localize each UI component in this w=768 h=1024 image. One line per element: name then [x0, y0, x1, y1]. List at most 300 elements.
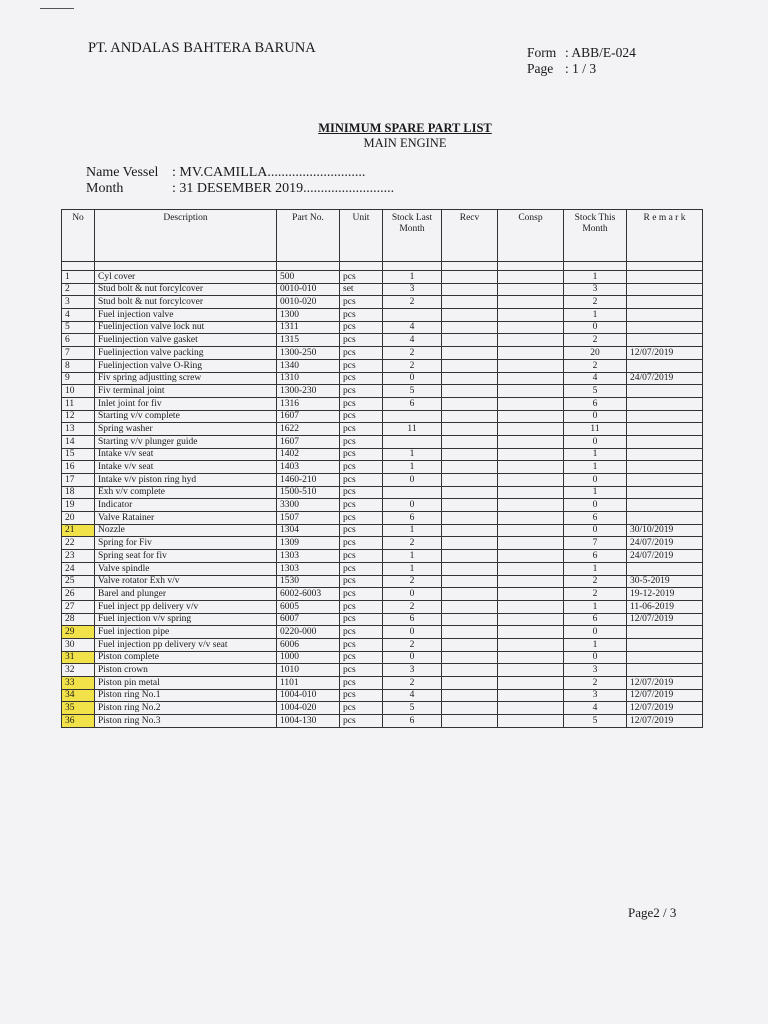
cell-no: 19 — [62, 499, 95, 512]
cell-part-no: 1300-250 — [277, 347, 340, 360]
cell-remark — [627, 638, 703, 651]
cell-description: Fuelinjection valve packing — [95, 347, 277, 360]
cell-remark — [627, 271, 703, 284]
cell-part-no: 1311 — [277, 321, 340, 334]
cell-unit: pcs — [340, 588, 383, 601]
cell-remark: 12/07/2019 — [627, 702, 703, 715]
cell-unit: pcs — [340, 575, 383, 588]
cell-part-no: 1310 — [277, 372, 340, 385]
cell-no: 31 — [62, 651, 95, 664]
cell-consp — [498, 474, 564, 487]
cell-description: Stud bolt & nut forcylcover — [95, 296, 277, 309]
cell-description: Spring seat for fiv — [95, 550, 277, 563]
table-row — [62, 461, 703, 474]
cell-consp — [498, 499, 564, 512]
cell-stock-this: 1 — [564, 486, 627, 499]
cell-stock-last: 0 — [383, 372, 442, 385]
cell-unit: pcs — [340, 600, 383, 613]
cell-consp — [498, 486, 564, 499]
cell-no: 14 — [62, 435, 95, 448]
cell-recv — [442, 512, 498, 525]
table-row — [62, 600, 703, 613]
table-row — [62, 562, 703, 575]
spare-part-table — [61, 209, 703, 728]
cell-description: Inlet joint for fiv — [95, 397, 277, 410]
cell-stock-this: 2 — [564, 575, 627, 588]
cell-remark — [627, 385, 703, 398]
cell-stock-last — [383, 309, 442, 322]
cell-stock-last: 3 — [383, 283, 442, 296]
cell-consp — [498, 296, 564, 309]
form-info — [527, 45, 636, 77]
cell-stock-this: 6 — [564, 613, 627, 626]
cell-remark: 12/07/2019 — [627, 715, 703, 728]
cell-stock-last: 2 — [383, 537, 442, 550]
cell-recv — [442, 385, 498, 398]
table-row — [62, 537, 703, 550]
cell-remark — [627, 283, 703, 296]
cell-remark: 24/07/2019 — [627, 372, 703, 385]
cell-unit: pcs — [340, 562, 383, 575]
page-label: Page — [527, 61, 554, 76]
page-row — [527, 61, 636, 77]
table-row — [62, 499, 703, 512]
col-recv: Recv — [442, 210, 498, 262]
cell-recv — [442, 575, 498, 588]
cell-description: Spring for Fiv — [95, 537, 277, 550]
cell-description: Barel and plunger — [95, 588, 277, 601]
cell-remark — [627, 461, 703, 474]
cell-stock-last: 3 — [383, 664, 442, 677]
cell-stock-last: 1 — [383, 562, 442, 575]
cell-recv — [442, 626, 498, 639]
cell-no: 24 — [62, 562, 95, 575]
cell-consp — [498, 359, 564, 372]
cell-no: 25 — [62, 575, 95, 588]
cell-unit: pcs — [340, 499, 383, 512]
cell-recv — [442, 537, 498, 550]
cell-recv — [442, 347, 498, 360]
table-row — [62, 715, 703, 728]
table-row — [62, 271, 703, 284]
table-row — [62, 524, 703, 537]
cell-recv — [442, 435, 498, 448]
cell-stock-this: 0 — [564, 435, 627, 448]
cell-stock-this: 1 — [564, 562, 627, 575]
cell-no: 29 — [62, 626, 95, 639]
cell-part-no: 1300 — [277, 309, 340, 322]
table-row — [62, 334, 703, 347]
cell-consp — [498, 321, 564, 334]
cell-consp — [498, 537, 564, 550]
cell-part-no: 1607 — [277, 410, 340, 423]
cell-no: 34 — [62, 689, 95, 702]
table-row — [62, 702, 703, 715]
cell-part-no: 1500-510 — [277, 486, 340, 499]
col-part-no: Part No. — [277, 210, 340, 262]
cell-recv — [442, 271, 498, 284]
cell-stock-this: 0 — [564, 474, 627, 487]
cell-unit: pcs — [340, 626, 383, 639]
cell-description: Stud bolt & nut forcylcover — [95, 283, 277, 296]
cell-description: Intake v/v piston ring hyd — [95, 474, 277, 487]
cell-stock-this: 2 — [564, 296, 627, 309]
cell-stock-this: 11 — [564, 423, 627, 436]
cell-remark — [627, 499, 703, 512]
cell-stock-this: 1 — [564, 600, 627, 613]
cell-consp — [498, 397, 564, 410]
form-value: : ABB/E-024 — [565, 45, 636, 60]
cell-unit: pcs — [340, 537, 383, 550]
cell-stock-this: 2 — [564, 677, 627, 690]
cell-part-no: 6006 — [277, 638, 340, 651]
cell-unit: pcs — [340, 321, 383, 334]
cell-description: Valve rotator Exh v/v — [95, 575, 277, 588]
cell-recv — [442, 410, 498, 423]
cell-consp — [498, 423, 564, 436]
cell-stock-last: 2 — [383, 296, 442, 309]
cell-unit: pcs — [340, 448, 383, 461]
cell-no: 32 — [62, 664, 95, 677]
cell-stock-last: 11 — [383, 423, 442, 436]
cell-consp — [498, 512, 564, 525]
table-row — [62, 626, 703, 639]
cell-description: Fuel injection v/v spring — [95, 613, 277, 626]
cell-recv — [442, 664, 498, 677]
cell-consp — [498, 651, 564, 664]
cell-unit: pcs — [340, 359, 383, 372]
cell-recv — [442, 524, 498, 537]
cell-description: Fuel inject pp delivery v/v — [95, 600, 277, 613]
cell-part-no: 1607 — [277, 435, 340, 448]
cell-unit: pcs — [340, 334, 383, 347]
cell-stock-last: 2 — [383, 677, 442, 690]
cell-description: Starting v/v complete — [95, 410, 277, 423]
cell-consp — [498, 410, 564, 423]
cell-recv — [442, 372, 498, 385]
cell-description: Exh v/v complete — [95, 486, 277, 499]
cell-stock-this: 1 — [564, 461, 627, 474]
cell-unit: pcs — [340, 702, 383, 715]
cell-part-no: 1004-130 — [277, 715, 340, 728]
table-row — [62, 372, 703, 385]
cell-part-no: 6002-6003 — [277, 588, 340, 601]
cell-remark: 12/07/2019 — [627, 689, 703, 702]
cell-no: 28 — [62, 613, 95, 626]
blank-row — [62, 262, 703, 271]
cell-unit: pcs — [340, 271, 383, 284]
cell-remark — [627, 651, 703, 664]
cell-stock-this: 3 — [564, 689, 627, 702]
cell-unit: pcs — [340, 715, 383, 728]
cell-stock-this: 6 — [564, 397, 627, 410]
table-row — [62, 613, 703, 626]
table-row — [62, 435, 703, 448]
cell-description: Intake v/v seat — [95, 461, 277, 474]
cell-stock-last: 2 — [383, 575, 442, 588]
cell-consp — [498, 334, 564, 347]
cell-stock-this: 5 — [564, 385, 627, 398]
cell-description: Fiv spring adjustting screw — [95, 372, 277, 385]
table-header — [62, 210, 703, 262]
cell-no: 15 — [62, 448, 95, 461]
cell-unit: pcs — [340, 512, 383, 525]
table-row — [62, 664, 703, 677]
cell-description: Fuel injection pipe — [95, 626, 277, 639]
cell-description: Starting v/v plunger guide — [95, 435, 277, 448]
cell-consp — [498, 664, 564, 677]
col-description: Description — [95, 210, 277, 262]
cell-part-no: 0010-010 — [277, 283, 340, 296]
cell-consp — [498, 283, 564, 296]
table-row — [62, 397, 703, 410]
cell-consp — [498, 372, 564, 385]
cell-stock-this: 4 — [564, 702, 627, 715]
cell-consp — [498, 309, 564, 322]
table-row — [62, 474, 703, 487]
cell-stock-last — [383, 435, 442, 448]
table-row — [62, 677, 703, 690]
cell-no: 23 — [62, 550, 95, 563]
cell-no: 27 — [62, 600, 95, 613]
col-stock-last: Stock Last Month — [383, 210, 442, 262]
cell-part-no: 1460-210 — [277, 474, 340, 487]
cell-no: 9 — [62, 372, 95, 385]
table-row — [62, 296, 703, 309]
cell-no: 12 — [62, 410, 95, 423]
cell-no: 4 — [62, 309, 95, 322]
cell-remark: 24/07/2019 — [627, 550, 703, 563]
cell-stock-this: 0 — [564, 524, 627, 537]
cell-remark — [627, 423, 703, 436]
cell-stock-this: 0 — [564, 499, 627, 512]
cell-consp — [498, 347, 564, 360]
cell-stock-last: 1 — [383, 271, 442, 284]
cell-unit: pcs — [340, 372, 383, 385]
cell-consp — [498, 562, 564, 575]
cell-consp — [498, 626, 564, 639]
cell-remark: 12/07/2019 — [627, 677, 703, 690]
cell-description: Piston complete — [95, 651, 277, 664]
title-sub: MAIN ENGINE — [363, 136, 447, 150]
vessel-info — [86, 165, 394, 197]
cell-unit: pcs — [340, 309, 383, 322]
cell-description: Spring washer — [95, 423, 277, 436]
cell-description: Fuel injection pp delivery v/v seat — [95, 638, 277, 651]
cell-stock-this: 6 — [564, 512, 627, 525]
cell-no: 8 — [62, 359, 95, 372]
cell-stock-last: 2 — [383, 600, 442, 613]
cell-description: Piston pin metal — [95, 677, 277, 690]
cell-remark: 30/10/2019 — [627, 524, 703, 537]
cell-recv — [442, 677, 498, 690]
cell-part-no: 1304 — [277, 524, 340, 537]
cell-stock-this: 0 — [564, 410, 627, 423]
cell-remark: 12/07/2019 — [627, 613, 703, 626]
cell-remark — [627, 562, 703, 575]
cell-remark — [627, 321, 703, 334]
corner-mark — [40, 8, 74, 9]
table-row — [62, 359, 703, 372]
cell-consp — [498, 524, 564, 537]
cell-no: 16 — [62, 461, 95, 474]
cell-unit: pcs — [340, 689, 383, 702]
cell-no: 2 — [62, 283, 95, 296]
cell-stock-last: 5 — [383, 385, 442, 398]
cell-stock-this: 7 — [564, 537, 627, 550]
table-row — [62, 550, 703, 563]
cell-consp — [498, 575, 564, 588]
cell-part-no: 6005 — [277, 600, 340, 613]
cell-remark — [627, 435, 703, 448]
cell-description: Indicator — [95, 499, 277, 512]
cell-part-no: 1402 — [277, 448, 340, 461]
cell-stock-last: 6 — [383, 613, 442, 626]
cell-part-no: 0010-020 — [277, 296, 340, 309]
cell-part-no: 1300-230 — [277, 385, 340, 398]
cell-stock-last: 2 — [383, 359, 442, 372]
cell-no: 26 — [62, 588, 95, 601]
cell-recv — [442, 562, 498, 575]
cell-no: 20 — [62, 512, 95, 525]
cell-unit: pcs — [340, 638, 383, 651]
table-row — [62, 448, 703, 461]
cell-stock-last: 0 — [383, 499, 442, 512]
cell-stock-last: 0 — [383, 651, 442, 664]
cell-stock-this: 1 — [564, 309, 627, 322]
company-name: PT. ANDALAS BAHTERA BARUNA — [88, 40, 316, 56]
form-row — [527, 45, 636, 61]
cell-no: 5 — [62, 321, 95, 334]
col-consp: Consp — [498, 210, 564, 262]
cell-stock-this: 2 — [564, 334, 627, 347]
cell-consp — [498, 271, 564, 284]
cell-stock-this: 0 — [564, 321, 627, 334]
cell-unit: pcs — [340, 613, 383, 626]
cell-description: Fuel injection valve — [95, 309, 277, 322]
cell-recv — [442, 715, 498, 728]
cell-recv — [442, 296, 498, 309]
cell-part-no: 1101 — [277, 677, 340, 690]
table-row — [62, 588, 703, 601]
cell-consp — [498, 588, 564, 601]
cell-part-no: 1340 — [277, 359, 340, 372]
cell-recv — [442, 689, 498, 702]
cell-stock-this: 2 — [564, 588, 627, 601]
cell-no: 36 — [62, 715, 95, 728]
cell-stock-last: 0 — [383, 588, 442, 601]
table-row — [62, 689, 703, 702]
cell-stock-last — [383, 410, 442, 423]
cell-consp — [498, 448, 564, 461]
cell-recv — [442, 499, 498, 512]
cell-description: Piston ring No.1 — [95, 689, 277, 702]
cell-consp — [498, 550, 564, 563]
cell-part-no: 1000 — [277, 651, 340, 664]
table-row — [62, 512, 703, 525]
month-row — [86, 181, 394, 197]
cell-recv — [442, 651, 498, 664]
cell-no: 17 — [62, 474, 95, 487]
month-value: : 31 DESEMBER 2019.......................... — [172, 181, 395, 196]
cell-remark — [627, 512, 703, 525]
cell-stock-last: 6 — [383, 715, 442, 728]
cell-part-no: 1004-020 — [277, 702, 340, 715]
vessel-row — [86, 165, 394, 181]
cell-part-no: 1316 — [277, 397, 340, 410]
cell-stock-last: 1 — [383, 461, 442, 474]
cell-description: Piston crown — [95, 664, 277, 677]
cell-stock-this: 1 — [564, 638, 627, 651]
cell-stock-last: 1 — [383, 524, 442, 537]
cell-unit: pcs — [340, 474, 383, 487]
cell-remark — [627, 334, 703, 347]
cell-recv — [442, 359, 498, 372]
cell-description: Piston ring No.2 — [95, 702, 277, 715]
table-row — [62, 575, 703, 588]
cell-part-no: 1004-010 — [277, 689, 340, 702]
cell-part-no: 500 — [277, 271, 340, 284]
cell-stock-last: 4 — [383, 689, 442, 702]
cell-remark: 24/07/2019 — [627, 537, 703, 550]
cell-description: Nozzle — [95, 524, 277, 537]
footer-page: Page2 / 3 — [628, 905, 677, 920]
cell-stock-last: 4 — [383, 334, 442, 347]
cell-remark — [627, 474, 703, 487]
vessel-label: Name Vessel — [86, 165, 159, 180]
cell-stock-this: 6 — [564, 550, 627, 563]
cell-unit: pcs — [340, 347, 383, 360]
cell-recv — [442, 283, 498, 296]
cell-part-no: 1309 — [277, 537, 340, 550]
cell-recv — [442, 309, 498, 322]
cell-no: 30 — [62, 638, 95, 651]
table-row — [62, 638, 703, 651]
cell-no: 7 — [62, 347, 95, 360]
cell-recv — [442, 448, 498, 461]
cell-description: Intake v/v seat — [95, 448, 277, 461]
cell-unit: pcs — [340, 435, 383, 448]
cell-no: 10 — [62, 385, 95, 398]
title-main: MINIMUM SPARE PART LIST — [318, 121, 492, 135]
table-row — [62, 423, 703, 436]
cell-stock-last: 0 — [383, 474, 442, 487]
cell-stock-last: 2 — [383, 347, 442, 360]
document-title — [0, 121, 768, 151]
cell-remark — [627, 664, 703, 677]
cell-stock-last: 5 — [383, 702, 442, 715]
cell-stock-last: 2 — [383, 638, 442, 651]
page-value: : 1 / 3 — [565, 61, 597, 76]
cell-stock-this: 4 — [564, 372, 627, 385]
cell-part-no: 6007 — [277, 613, 340, 626]
cell-unit: pcs — [340, 524, 383, 537]
cell-consp — [498, 638, 564, 651]
cell-stock-this: 3 — [564, 283, 627, 296]
cell-unit: pcs — [340, 410, 383, 423]
cell-no: 6 — [62, 334, 95, 347]
cell-remark — [627, 486, 703, 499]
cell-remark — [627, 448, 703, 461]
cell-unit: set — [340, 283, 383, 296]
table-row — [62, 347, 703, 360]
cell-recv — [442, 474, 498, 487]
cell-part-no: 1303 — [277, 550, 340, 563]
cell-part-no: 1315 — [277, 334, 340, 347]
cell-unit: pcs — [340, 461, 383, 474]
cell-no: 33 — [62, 677, 95, 690]
col-stock-this: Stock This Month — [564, 210, 627, 262]
